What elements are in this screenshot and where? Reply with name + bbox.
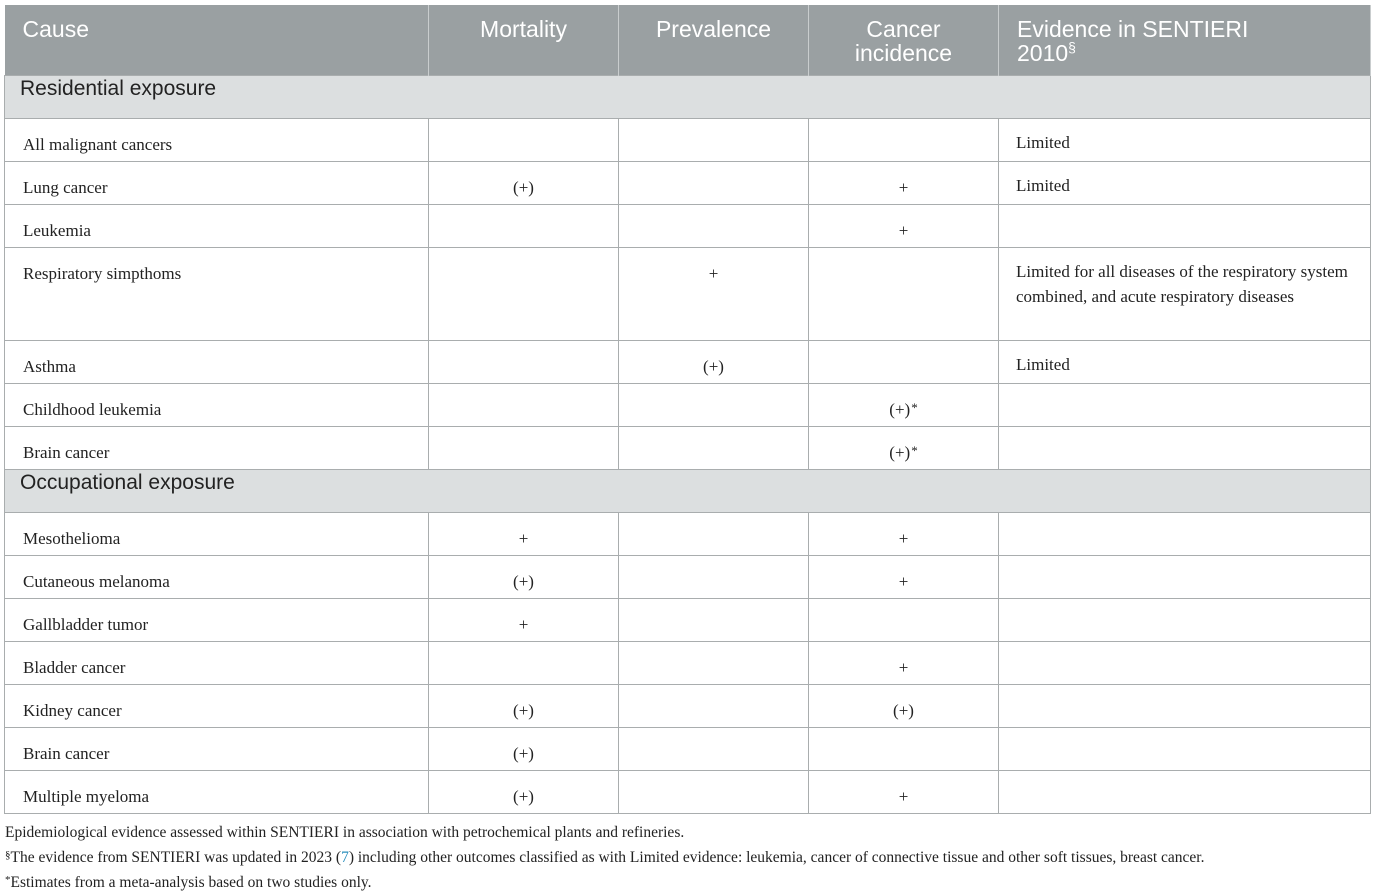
- cause-cell: Asthma: [5, 340, 429, 383]
- header-row: [5, 5, 1371, 75]
- header-cause: Cause: [5, 5, 429, 75]
- prevalence-cell: [619, 684, 809, 727]
- evidence-table: [4, 5, 1371, 814]
- incidence-value: (+): [893, 700, 914, 720]
- table-row: [5, 383, 1371, 426]
- cause-cell: Mesothelioma: [5, 512, 429, 555]
- mortality-cell: +: [429, 512, 619, 555]
- footnote-asterisk-text: Estimates from a meta-analysis based on two studies only.: [10, 874, 372, 891]
- cause-cell: Kidney cancer: [5, 684, 429, 727]
- incidence-cell: [809, 770, 999, 813]
- header-evidence: [999, 5, 1371, 75]
- cause-cell: Cutaneous melanoma: [5, 555, 429, 598]
- incidence-cell: [809, 598, 999, 641]
- evidence-cell: Limited: [999, 118, 1371, 161]
- prevalence-cell: [619, 512, 809, 555]
- cause-cell: Respiratory simpthoms: [5, 247, 429, 340]
- occupational-exposure-section-title: Occupational exposure: [5, 469, 1371, 512]
- incidence-cell: [809, 641, 999, 684]
- incidence-value: +: [898, 220, 909, 240]
- prevalence-cell: (+): [619, 340, 809, 383]
- footnote-section-text-pre: The evidence from SENTIERI was updated in 2023 (: [10, 849, 342, 866]
- table-row: [5, 161, 1371, 204]
- incidence-cell: [809, 426, 999, 469]
- header-cancer-incidence-line2: incidence: [854, 40, 953, 66]
- evidence-cell: [999, 204, 1371, 247]
- incidence-value: +: [898, 177, 909, 197]
- residential-exposure-section-title: Residential exposure: [5, 75, 1371, 118]
- table-row: [5, 598, 1371, 641]
- reference-link[interactable]: 7: [341, 849, 349, 866]
- footnote-section-mark: §: [5, 849, 11, 861]
- mortality-cell: (+): [429, 161, 619, 204]
- table-body: [5, 75, 1371, 813]
- table-row: [5, 426, 1371, 469]
- evidence-cell: Limited: [999, 340, 1371, 383]
- mortality-cell: [429, 340, 619, 383]
- table-row: [5, 770, 1371, 813]
- incidence-value: +: [898, 657, 909, 677]
- incidence-cell: [809, 247, 999, 340]
- footnote-section: [5, 845, 1371, 870]
- mortality-cell: [429, 118, 619, 161]
- mortality-cell: (+): [429, 684, 619, 727]
- footnote-general: Epidemiological evidence assessed within SENTIERI in association with petrochemical plants and refineries.: [5, 824, 685, 841]
- evidence-cell: Limited for all diseases of the respiratory system combined, and acute respiratory diseases: [999, 247, 1371, 340]
- prevalence-cell: [619, 383, 809, 426]
- prevalence-cell: [619, 770, 809, 813]
- incidence-cell: [809, 383, 999, 426]
- occupational-exposure-section-row: [5, 469, 1371, 512]
- prevalence-cell: [619, 598, 809, 641]
- incidence-value: (+): [889, 442, 911, 462]
- incidence-cell: [809, 555, 999, 598]
- cause-cell: Brain cancer: [5, 727, 429, 770]
- table-header: [5, 5, 1371, 75]
- prevalence-cell: [619, 555, 809, 598]
- evidence-cell: [999, 684, 1371, 727]
- table-footnotes: [5, 820, 1371, 895]
- mortality-cell: [429, 247, 619, 340]
- prevalence-cell: [619, 727, 809, 770]
- incidence-value: +: [898, 786, 909, 806]
- footnote-asterisk-mark: *: [5, 874, 11, 886]
- table-row: [5, 247, 1371, 340]
- header-cancer-incidence: [809, 5, 999, 75]
- prevalence-cell: [619, 641, 809, 684]
- incidence-cell: [809, 118, 999, 161]
- header-cancer-incidence-line1: Cancer: [866, 16, 941, 42]
- header-evidence-section-mark: §: [1068, 39, 1076, 55]
- table-row: [5, 684, 1371, 727]
- cause-cell: Leukemia: [5, 204, 429, 247]
- incidence-value: +: [898, 528, 909, 548]
- mortality-cell: [429, 383, 619, 426]
- incidence-footnote-mark: *: [911, 442, 918, 458]
- incidence-cell: [809, 204, 999, 247]
- residential-exposure-section-row: [5, 75, 1371, 118]
- prevalence-cell: [619, 161, 809, 204]
- mortality-cell: [429, 204, 619, 247]
- mortality-cell: (+): [429, 727, 619, 770]
- evidence-cell: [999, 727, 1371, 770]
- prevalence-cell: [619, 426, 809, 469]
- incidence-cell: [809, 340, 999, 383]
- table-row: [5, 727, 1371, 770]
- table-row: [5, 512, 1371, 555]
- incidence-cell: [809, 161, 999, 204]
- header-evidence-line1: Evidence in SENTIERI: [1017, 16, 1249, 42]
- evidence-cell: [999, 598, 1371, 641]
- evidence-cell: [999, 555, 1371, 598]
- mortality-cell: [429, 641, 619, 684]
- cause-cell: Multiple myeloma: [5, 770, 429, 813]
- incidence-footnote-mark: *: [911, 399, 918, 415]
- evidence-cell: [999, 383, 1371, 426]
- incidence-cell: [809, 727, 999, 770]
- incidence-value: (+): [889, 399, 911, 419]
- cause-cell: Lung cancer: [5, 161, 429, 204]
- incidence-cell: [809, 684, 999, 727]
- evidence-cell: [999, 512, 1371, 555]
- table-row: [5, 641, 1371, 684]
- prevalence-cell: [619, 118, 809, 161]
- mortality-cell: +: [429, 598, 619, 641]
- mortality-cell: (+): [429, 555, 619, 598]
- header-evidence-line2: 2010: [1017, 40, 1069, 66]
- table-row: [5, 555, 1371, 598]
- header-mortality: Mortality: [429, 5, 619, 75]
- table-row: [5, 204, 1371, 247]
- table-row: [5, 118, 1371, 161]
- evidence-cell: [999, 641, 1371, 684]
- cause-cell: Gallbladder tumor: [5, 598, 429, 641]
- header-prevalence: Prevalence: [619, 5, 809, 75]
- cause-cell: Brain cancer: [5, 426, 429, 469]
- table-row: [5, 340, 1371, 383]
- mortality-cell: [429, 426, 619, 469]
- footnote-section-text-post: ) including other outcomes classified as with Limited evidence: leukemia, cancer of connective tissue and other soft tissues, breast cancer.: [348, 849, 1205, 866]
- footnote-asterisk: [5, 870, 1371, 895]
- prevalence-cell: +: [619, 247, 809, 340]
- incidence-value: +: [898, 571, 909, 591]
- cause-cell: Bladder cancer: [5, 641, 429, 684]
- cause-cell: Childhood leukemia: [5, 383, 429, 426]
- evidence-cell: [999, 770, 1371, 813]
- cause-cell: All malignant cancers: [5, 118, 429, 161]
- evidence-cell: [999, 426, 1371, 469]
- mortality-cell: (+): [429, 770, 619, 813]
- prevalence-cell: [619, 204, 809, 247]
- evidence-cell: Limited: [999, 161, 1371, 204]
- incidence-cell: [809, 512, 999, 555]
